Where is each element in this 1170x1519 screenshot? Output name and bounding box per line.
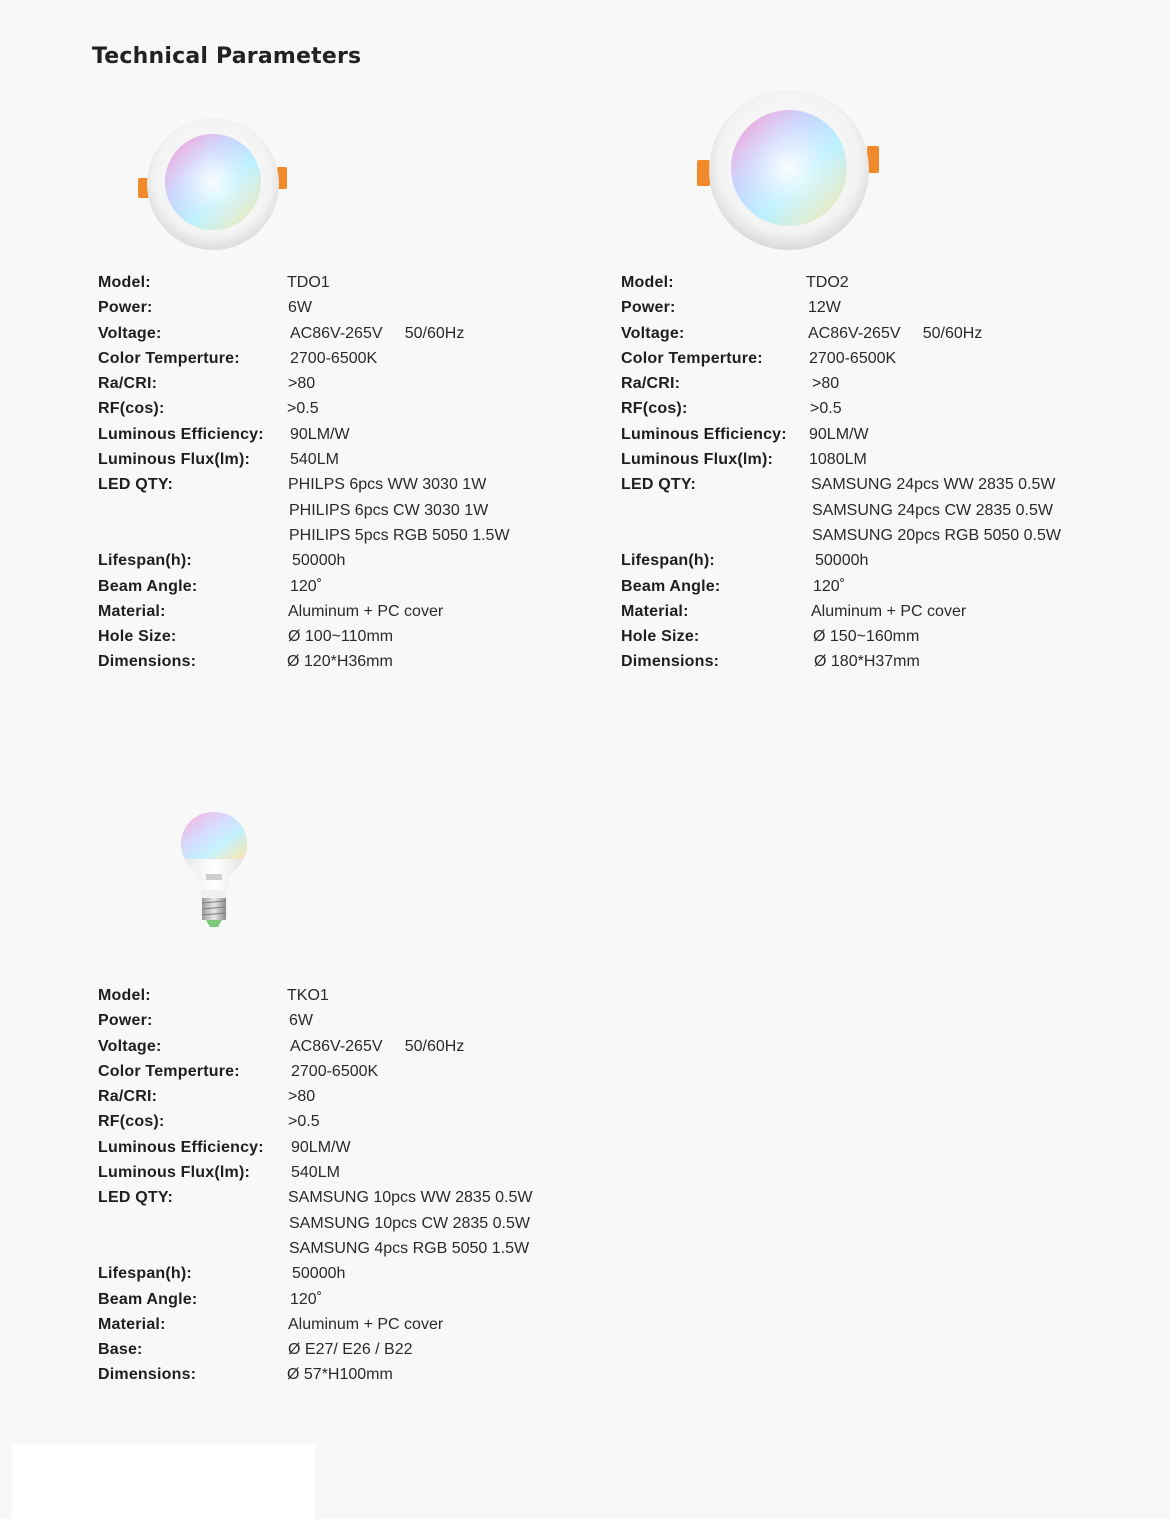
spec-label: Model: <box>621 274 674 291</box>
spec-label: Voltage: <box>621 324 685 342</box>
spec-label: LED QTY: <box>98 1189 174 1207</box>
spec-value: Ø 57*H100mm <box>287 1366 393 1384</box>
spec-value: 90LM/W <box>809 425 869 443</box>
spec-row <box>98 1211 568 1236</box>
spec-row <box>98 1059 568 1084</box>
spec-row <box>98 1135 568 1160</box>
spec-label: Hole Size: <box>98 628 177 646</box>
spec-value: 120˚ <box>813 577 846 595</box>
spec-label: Power: <box>98 299 153 317</box>
spec-value: 90LM/W <box>290 425 350 443</box>
spec-label: Power: <box>621 299 676 317</box>
spec-label: RF(cos): <box>98 1113 165 1131</box>
spec-label: Luminous Flux(lm): <box>98 451 251 469</box>
spec-row <box>98 1261 568 1286</box>
spec-row <box>621 321 1141 346</box>
spec-value: TKO1 <box>287 987 329 1004</box>
spec-row <box>98 396 568 421</box>
spec-label: Luminous Efficiency: <box>98 1138 264 1156</box>
spec-label: Voltage: <box>98 1037 162 1055</box>
spec-value: TDO2 <box>806 274 849 291</box>
spec-value: Ø 100~110mm <box>288 628 394 646</box>
spec-label: Dimensions: <box>621 653 720 671</box>
spec-value: 50000h <box>815 552 869 570</box>
spec-label: Lifespan(h): <box>621 552 715 570</box>
spec-value: Aluminum + PC cover <box>288 1315 444 1333</box>
spec-row <box>621 447 1141 472</box>
spec-label: Luminous Efficiency: <box>98 425 264 443</box>
spec-row <box>98 1109 568 1134</box>
spec-value: 6W <box>289 1012 313 1030</box>
spec-label: LED QTY: <box>98 476 174 494</box>
spec-label: Base: <box>98 1341 143 1359</box>
spec-row <box>621 270 1141 295</box>
spec-label: RF(cos): <box>98 400 165 418</box>
spec-value: 1080LM <box>809 451 867 469</box>
spec-value: SAMSUNG 24pcs WW 2835 0.5W <box>811 476 1056 494</box>
spec-value: AC86V-265V 50/60Hz <box>290 324 465 342</box>
spec-row <box>98 321 568 346</box>
spec-value: Ø 150~160mm <box>813 628 920 646</box>
spec-row <box>98 447 568 472</box>
spec-row <box>621 472 1141 497</box>
spec-label: Color Temperture: <box>621 349 763 367</box>
spec-label: Voltage: <box>98 324 162 342</box>
spec-row <box>98 472 568 497</box>
spec-row <box>621 422 1141 447</box>
spec-row <box>621 396 1141 421</box>
spec-row <box>98 574 568 599</box>
spec-row <box>98 1034 568 1059</box>
spec-value: 2700-6500K <box>809 349 897 367</box>
blank-panel <box>12 1444 315 1519</box>
spec-label: Model: <box>98 987 151 1004</box>
spec-value: SAMSUNG 4pcs RGB 5050 1.5W <box>289 1239 530 1257</box>
spec-value: PHILPS 6pcs WW 3030 1W <box>288 476 487 494</box>
spec-label: Color Temperture: <box>98 1062 240 1080</box>
recessed-downlight-icon <box>136 117 291 253</box>
spec-label: Beam Angle: <box>621 577 721 595</box>
spec-label: Ra/CRI: <box>98 1088 158 1106</box>
spec-value: >0.5 <box>810 400 842 418</box>
spec-value: >80 <box>288 1088 316 1106</box>
spec-row <box>98 1312 568 1337</box>
spec-row <box>621 574 1141 599</box>
spec-value: SAMSUNG 24pcs CW 2835 0.5W <box>812 501 1053 519</box>
spec-label: Lifespan(h): <box>98 552 192 570</box>
spec-row <box>98 983 568 1008</box>
spec-value: 50000h <box>292 552 346 570</box>
spec-row <box>98 422 568 447</box>
spec-value: AC86V-265V 50/60Hz <box>290 1037 465 1055</box>
led-bulb-icon <box>178 808 250 930</box>
spec-row <box>621 649 1141 674</box>
spec-row <box>621 548 1141 573</box>
spec-value: Aluminum + PC cover <box>811 602 967 620</box>
spec-label: Beam Angle: <box>98 1290 198 1308</box>
spec-row <box>621 295 1141 320</box>
spec-label: Power: <box>98 1012 153 1030</box>
spec-row <box>621 523 1141 548</box>
bulb-tko1-image <box>178 808 250 930</box>
spec-label: Beam Angle: <box>98 577 198 595</box>
spec-value: 90LM/W <box>291 1138 351 1156</box>
spec-row <box>98 1236 568 1261</box>
spec-value: AC86V-265V 50/60Hz <box>808 324 983 342</box>
spec-value: Ø 120*H36mm <box>287 653 393 671</box>
spec-label: RF(cos): <box>621 400 688 418</box>
spec-row <box>621 498 1141 523</box>
spec-value: SAMSUNG 20pcs RGB 5050 0.5W <box>812 526 1061 544</box>
spec-label: LED QTY: <box>621 476 697 494</box>
spec-value: Ø 180*H37mm <box>814 653 920 671</box>
spec-row <box>98 1008 568 1033</box>
spec-table-tdo2 <box>621 270 1141 675</box>
spec-value: 50000h <box>292 1265 346 1283</box>
spec-row <box>621 346 1141 371</box>
spec-value: SAMSUNG 10pcs WW 2835 0.5W <box>288 1189 533 1207</box>
spec-value: >80 <box>812 375 840 393</box>
spec-label: Ra/CRI: <box>621 375 681 393</box>
spec-value: >0.5 <box>287 400 319 418</box>
spec-label: Model: <box>98 274 151 291</box>
spec-value: Ø E27/ E26 / B22 <box>288 1341 413 1359</box>
spec-label: Lifespan(h): <box>98 1265 192 1283</box>
spec-value: 12W <box>808 299 841 317</box>
spec-row <box>98 1287 568 1312</box>
spec-value: 540LM <box>290 451 339 469</box>
spec-label: Luminous Flux(lm): <box>621 451 774 469</box>
spec-label: Dimensions: <box>98 653 197 671</box>
spec-value: 120˚ <box>290 1290 323 1308</box>
spec-value: 2700-6500K <box>291 1062 379 1080</box>
spec-value: Aluminum + PC cover <box>288 602 444 620</box>
spec-row <box>98 599 568 624</box>
spec-row <box>98 371 568 396</box>
spec-label: Luminous Flux(lm): <box>98 1164 251 1182</box>
spec-row <box>98 1362 568 1387</box>
spec-label: Material: <box>621 602 689 620</box>
spec-row <box>621 624 1141 649</box>
spec-value: TDO1 <box>287 274 330 291</box>
spec-value: >0.5 <box>288 1113 320 1131</box>
spec-value: SAMSUNG 10pcs CW 2835 0.5W <box>289 1214 530 1232</box>
spec-row <box>98 1160 568 1185</box>
spec-table-tko1 <box>98 983 568 1388</box>
downlight-tdo2-image <box>695 88 885 253</box>
spec-row <box>98 346 568 371</box>
spec-row <box>621 371 1141 396</box>
spec-row <box>98 548 568 573</box>
spec-row <box>98 1084 568 1109</box>
page-title: Technical Parameters <box>92 44 362 69</box>
spec-table-tdo1 <box>98 270 568 675</box>
spec-value: 2700-6500K <box>290 349 378 367</box>
recessed-downlight-icon <box>695 88 885 253</box>
spec-value: 540LM <box>291 1164 340 1182</box>
spec-row <box>98 523 568 548</box>
spec-row <box>621 599 1141 624</box>
spec-value: >80 <box>288 375 316 393</box>
spec-row <box>98 649 568 674</box>
spec-value: PHILIPS 5pcs RGB 5050 1.5W <box>289 526 510 544</box>
spec-row <box>98 295 568 320</box>
spec-row <box>98 1185 568 1210</box>
spec-label: Hole Size: <box>621 628 700 646</box>
spec-label: Dimensions: <box>98 1366 197 1384</box>
spec-row <box>98 498 568 523</box>
spec-row <box>98 624 568 649</box>
spec-label: Luminous Efficiency: <box>621 425 787 443</box>
spec-label: Material: <box>98 1315 166 1333</box>
spec-value: 120˚ <box>290 577 323 595</box>
spec-label: Ra/CRI: <box>98 375 158 393</box>
spec-label: Color Temperture: <box>98 349 240 367</box>
spec-value: PHILIPS 6pcs CW 3030 1W <box>289 501 489 519</box>
spec-value: 6W <box>288 299 312 317</box>
spec-row <box>98 1337 568 1362</box>
downlight-tdo1-image <box>136 117 291 253</box>
spec-label: Material: <box>98 602 166 620</box>
spec-row <box>98 270 568 295</box>
